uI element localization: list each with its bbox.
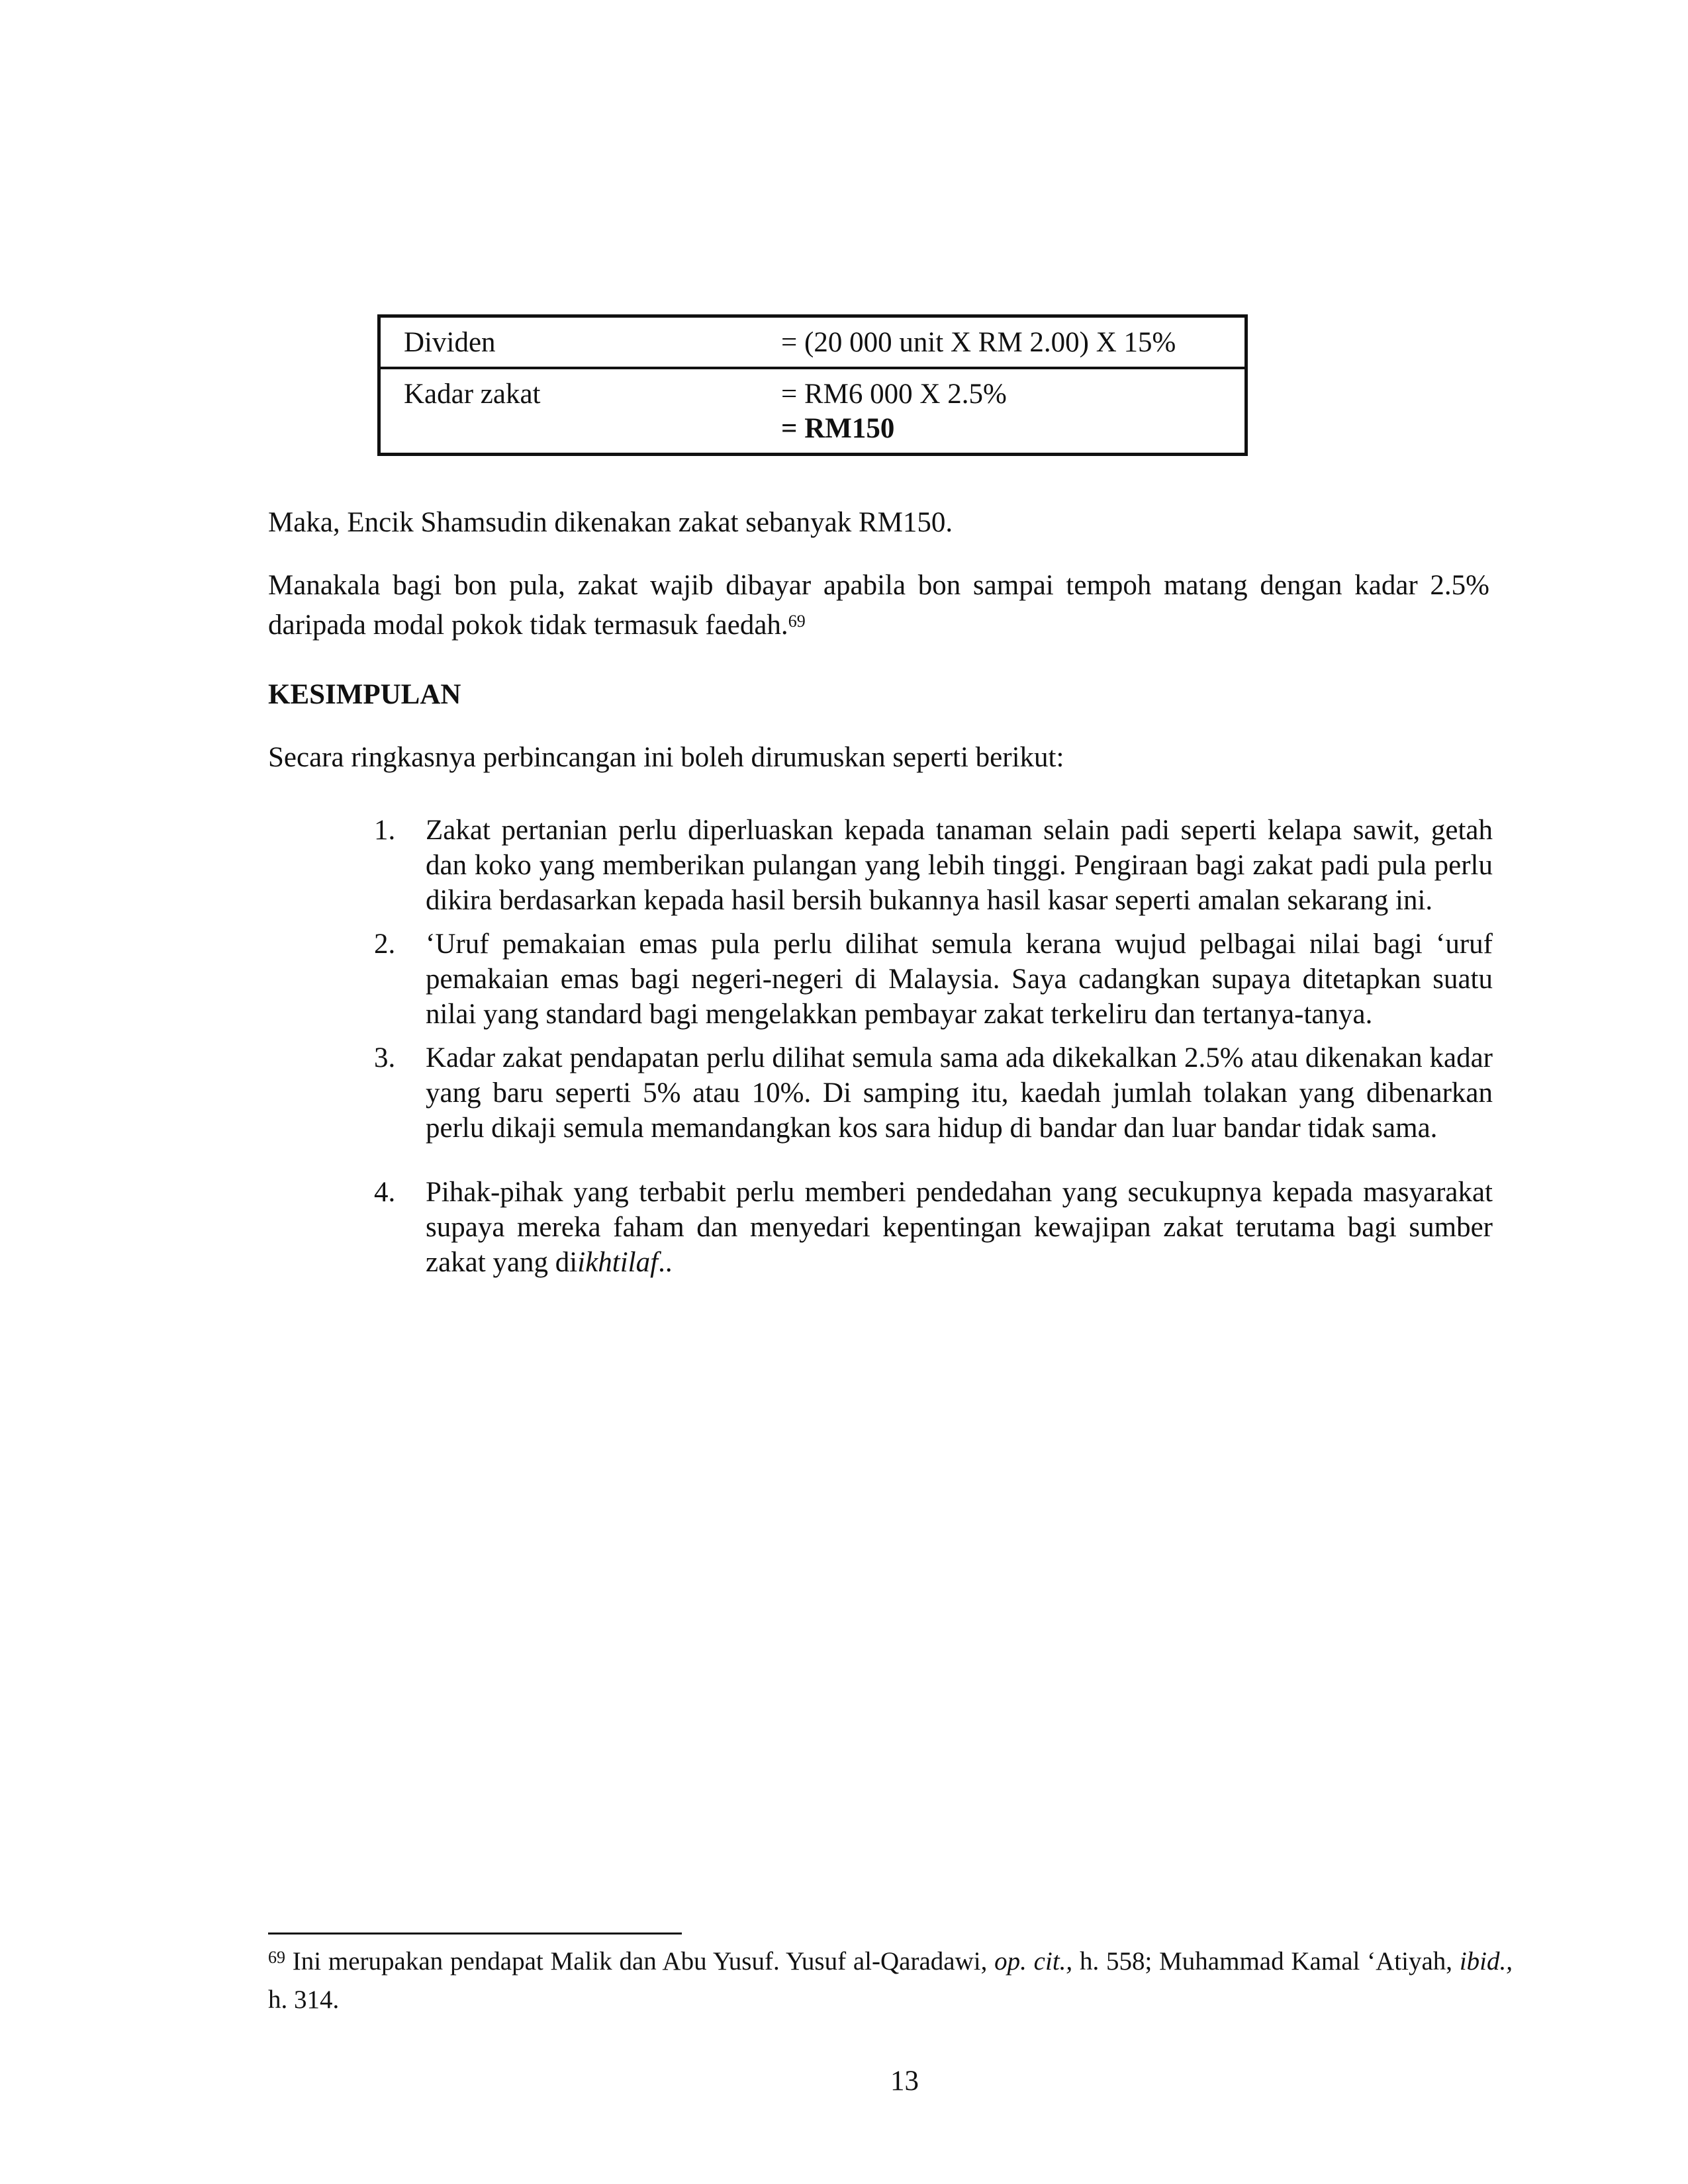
footnote-italic: ibid., [1459, 1947, 1513, 1976]
list-text [426, 1175, 1493, 1280]
zakat-calculation-table [377, 314, 1248, 456]
list-number: 4. [374, 1177, 396, 1208]
row-value [781, 368, 1246, 455]
row-label: Kadar zakat [379, 368, 782, 455]
footnote-number: 69 [268, 1948, 285, 1967]
footnote-text: h. 558; Muhammad Kamal ‘Atiyah, [1072, 1947, 1460, 1976]
table-row [379, 368, 1246, 455]
paragraph-conclusion-amount: Maka, Encik Shamsudin dikenakan zakat sebanyak RM150. [268, 507, 953, 538]
row-value [781, 316, 1246, 369]
list-item [374, 813, 1493, 918]
list-text: Kadar zakat pendapatan perlu dilihat semula sama ada dikekalkan 2.5% atau dikenakan kadar yang baru seperti 5% atau 10%. Di samping itu, kaedah jumlah tolakan yang dibenarkan perlu dikaji semula memandangkan kos sara hidup di bandar dan luar bandar tidak sama. [426, 1042, 1493, 1144]
footnote-italic: op. cit., [994, 1947, 1073, 1976]
paragraph-bond-text: Manakala bagi bon pula, zakat wajib dibayar apabila bon sampai tempoh matang dengan kadar 2.5% daripada modal pokok tidak termasuk faedah. [268, 570, 1489, 641]
list-text-main: Pihak-pihak yang terbabit perlu memberi pendedahan yang secukupnya kepada masyarakat supaya mereka faham dan menyedari kepentingan kewajipan zakat terutama bagi sumber zakat yang di [426, 1177, 1493, 1278]
row-label: Dividen [404, 327, 496, 358]
intro-paragraph: Secara ringkasnya perbincangan ini boleh dirumuskan seperti berikut: [268, 742, 1064, 773]
list-text: Zakat pertanian perlu diperluaskan kepada tanaman selain padi seperti kelapa sawit, getah dan koko yang memberikan pulangan yang lebih tinggi. Pengiraan bagi zakat padi pula perlu dikira berdasarkan kepada hasil bersih bukannya hasil kasar seperti amalan sekarang ini. [426, 815, 1493, 916]
value-line: = RM6 000 X 2.5% [781, 379, 1007, 410]
paragraph-bond [268, 566, 1489, 645]
list-number: 3. [374, 1042, 396, 1073]
list-item [374, 1040, 1493, 1146]
footnote [268, 1942, 1513, 2019]
value-line-result: = RM150 [781, 413, 895, 444]
footnote-text: h. 314. [268, 1985, 340, 2014]
footnote-divider [268, 1933, 682, 1934]
list-number: 1. [374, 815, 396, 846]
table-row [379, 316, 1246, 369]
list-item [374, 1175, 1493, 1280]
list-number: 2. [374, 929, 396, 960]
footnote-text: Ini merupakan pendapat Malik dan Abu Yusuf. Yusuf al-Qaradawi, [292, 1947, 995, 1976]
list-text-tail: .. [658, 1247, 673, 1278]
value-line: = (20 000 unit X RM 2.00) X 15% [781, 327, 1176, 358]
page-number: 13 [890, 2066, 919, 2097]
list-text: ‘Uruf pemakaian emas pula perlu dilihat semula kerana wujud pelbagai nilai bagi ‘uruf pemakaian emas bagi negeri-negeri di Malaysia. Saya cadangkan supaya ditetapkan suatu nilai yang standard bagi mengelakkan pembayar zakat terkeliru dan tertanya-tanya. [426, 929, 1493, 1030]
footnote-ref: 69 [788, 612, 806, 631]
list-text-italic: ikhtilaf [577, 1247, 659, 1278]
section-heading: KESIMPULAN [268, 679, 461, 710]
list-item [374, 927, 1493, 1032]
